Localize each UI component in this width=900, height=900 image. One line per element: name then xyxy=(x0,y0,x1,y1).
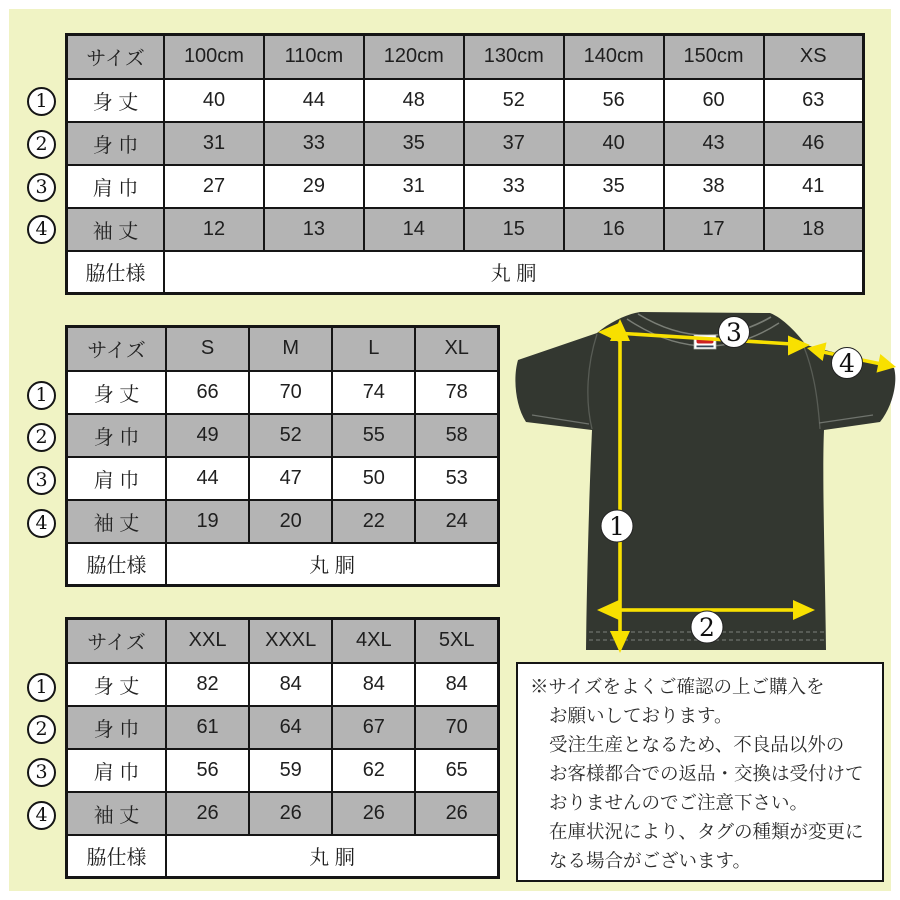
size-value: 13 xyxy=(264,208,364,251)
size-value: 31 xyxy=(364,165,464,208)
size-value: 38 xyxy=(664,165,764,208)
size-value: 46 xyxy=(764,122,864,165)
column-header: 110cm xyxy=(264,35,364,79)
column-header: 140cm xyxy=(564,35,664,79)
size-value: 12 xyxy=(164,208,264,251)
size-value: 60 xyxy=(664,79,764,122)
size-value: 26 xyxy=(415,792,498,835)
size-value: 56 xyxy=(564,79,664,122)
size-value: 53 xyxy=(415,457,498,500)
size-value: 82 xyxy=(166,663,249,706)
column-header: 120cm xyxy=(364,35,464,79)
column-header: 4XL xyxy=(332,619,415,663)
column-header: XL xyxy=(415,327,498,371)
svg-text:4: 4 xyxy=(839,349,855,378)
size-value: 78 xyxy=(415,371,498,414)
size-value: 33 xyxy=(464,165,564,208)
svg-text:2: 2 xyxy=(699,613,715,642)
size-value: 56 xyxy=(166,749,249,792)
size-value: 26 xyxy=(249,792,332,835)
size-value: 33 xyxy=(264,122,364,165)
size-value: 52 xyxy=(249,414,332,457)
size-value: 49 xyxy=(166,414,249,457)
svg-text:3: 3 xyxy=(726,318,742,347)
size-value: 70 xyxy=(415,706,498,749)
row-marker-3: 3 xyxy=(27,758,56,787)
size-value: 27 xyxy=(164,165,264,208)
column-header: 130cm xyxy=(464,35,564,79)
size-value: 14 xyxy=(364,208,464,251)
size-value: 59 xyxy=(249,749,332,792)
size-value: 52 xyxy=(464,79,564,122)
row-marker-2: 2 xyxy=(27,130,56,159)
row-marker-1: 1 xyxy=(27,87,56,116)
size-value: 63 xyxy=(764,79,864,122)
row-label: 袖 丈 xyxy=(67,500,167,543)
footer-label: 脇仕様 xyxy=(67,835,167,878)
size-value: 61 xyxy=(166,706,249,749)
row-marker-4: 4 xyxy=(27,509,56,538)
size-value: 17 xyxy=(664,208,764,251)
size-value: 47 xyxy=(249,457,332,500)
size-table-adult xyxy=(65,325,500,587)
size-value: 19 xyxy=(166,500,249,543)
size-value: 58 xyxy=(415,414,498,457)
size-value: 55 xyxy=(332,414,415,457)
row-label: 袖 丈 xyxy=(67,208,165,251)
notice-line: 在庫状況により、タグの種類が変更に xyxy=(549,821,864,842)
size-value: 84 xyxy=(249,663,332,706)
row-label: 肩 巾 xyxy=(67,749,167,792)
size-value: 62 xyxy=(332,749,415,792)
column-header: 5XL xyxy=(415,619,498,663)
size-value: 44 xyxy=(264,79,364,122)
column-header: XXXL xyxy=(249,619,332,663)
row-label: 身 巾 xyxy=(67,122,165,165)
size-header: サイズ xyxy=(67,327,167,371)
footer-value: 丸 胴 xyxy=(164,251,864,294)
row-marker-1: 1 xyxy=(27,381,56,410)
size-value: 40 xyxy=(564,122,664,165)
notice-line: 受注生産となるため、不良品以外の xyxy=(549,734,845,755)
size-value: 48 xyxy=(364,79,464,122)
row-marker-2: 2 xyxy=(27,423,56,452)
row-label: 肩 巾 xyxy=(67,165,165,208)
size-table-big xyxy=(65,617,500,879)
shirt-marker-2 xyxy=(691,611,723,643)
size-value: 44 xyxy=(166,457,249,500)
column-header: L xyxy=(332,327,415,371)
notice-line: ※サイズをよくご確認の上ご購入を xyxy=(530,676,825,697)
size-value: 16 xyxy=(564,208,664,251)
column-header: XS xyxy=(764,35,864,79)
row-marker-4: 4 xyxy=(27,801,56,830)
notice-line: おりませんのでご注意下さい。 xyxy=(549,792,809,813)
size-header: サイズ xyxy=(67,619,167,663)
footer-label: 脇仕様 xyxy=(67,251,165,294)
tshirt-measurement-figure xyxy=(505,305,900,660)
row-label: 身 丈 xyxy=(67,663,167,706)
row-marker-3: 3 xyxy=(27,173,56,202)
size-value: 26 xyxy=(332,792,415,835)
size-value: 18 xyxy=(764,208,864,251)
size-value: 40 xyxy=(164,79,264,122)
size-value: 26 xyxy=(166,792,249,835)
size-value: 84 xyxy=(415,663,498,706)
column-header: M xyxy=(249,327,332,371)
footer-value: 丸 胴 xyxy=(166,543,499,586)
size-value: 67 xyxy=(332,706,415,749)
row-label: 身 巾 xyxy=(67,414,167,457)
purchase-notice-box xyxy=(516,662,884,882)
size-value: 22 xyxy=(332,500,415,543)
size-value: 29 xyxy=(264,165,364,208)
row-label: 身 巾 xyxy=(67,706,167,749)
size-value: 37 xyxy=(464,122,564,165)
size-value: 66 xyxy=(166,371,249,414)
row-marker-2: 2 xyxy=(27,715,56,744)
row-label: 身 丈 xyxy=(67,79,165,122)
column-header: S xyxy=(166,327,249,371)
row-marker-1: 1 xyxy=(27,673,56,702)
footer-label: 脇仕様 xyxy=(67,543,167,586)
size-value: 35 xyxy=(364,122,464,165)
row-label: 身 丈 xyxy=(67,371,167,414)
size-table-kids xyxy=(65,33,865,295)
row-marker-4: 4 xyxy=(27,215,56,244)
row-marker-3: 3 xyxy=(27,466,56,495)
column-header: XXL xyxy=(166,619,249,663)
size-value: 84 xyxy=(332,663,415,706)
size-value: 64 xyxy=(249,706,332,749)
row-label: 袖 丈 xyxy=(67,792,167,835)
shirt-marker-1 xyxy=(601,510,633,542)
notice-line: お願いしております。 xyxy=(549,705,733,726)
notice-line: お客様都合での返品・交換は受付けて xyxy=(549,763,864,784)
footer-value: 丸 胴 xyxy=(166,835,499,878)
size-value: 65 xyxy=(415,749,498,792)
size-value: 15 xyxy=(464,208,564,251)
size-value: 31 xyxy=(164,122,264,165)
size-value: 43 xyxy=(664,122,764,165)
column-header: 100cm xyxy=(164,35,264,79)
row-label: 肩 巾 xyxy=(67,457,167,500)
notice-line: なる場合がございます。 xyxy=(549,850,752,871)
size-header: サイズ xyxy=(67,35,165,79)
size-value: 20 xyxy=(249,500,332,543)
column-header: 150cm xyxy=(664,35,764,79)
size-value: 41 xyxy=(764,165,864,208)
shirt-marker-3 xyxy=(719,317,750,348)
size-value: 70 xyxy=(249,371,332,414)
shirt-marker-4 xyxy=(832,348,863,379)
size-value: 74 xyxy=(332,371,415,414)
size-value: 24 xyxy=(415,500,498,543)
size-value: 50 xyxy=(332,457,415,500)
size-value: 35 xyxy=(564,165,664,208)
svg-text:1: 1 xyxy=(609,512,625,541)
